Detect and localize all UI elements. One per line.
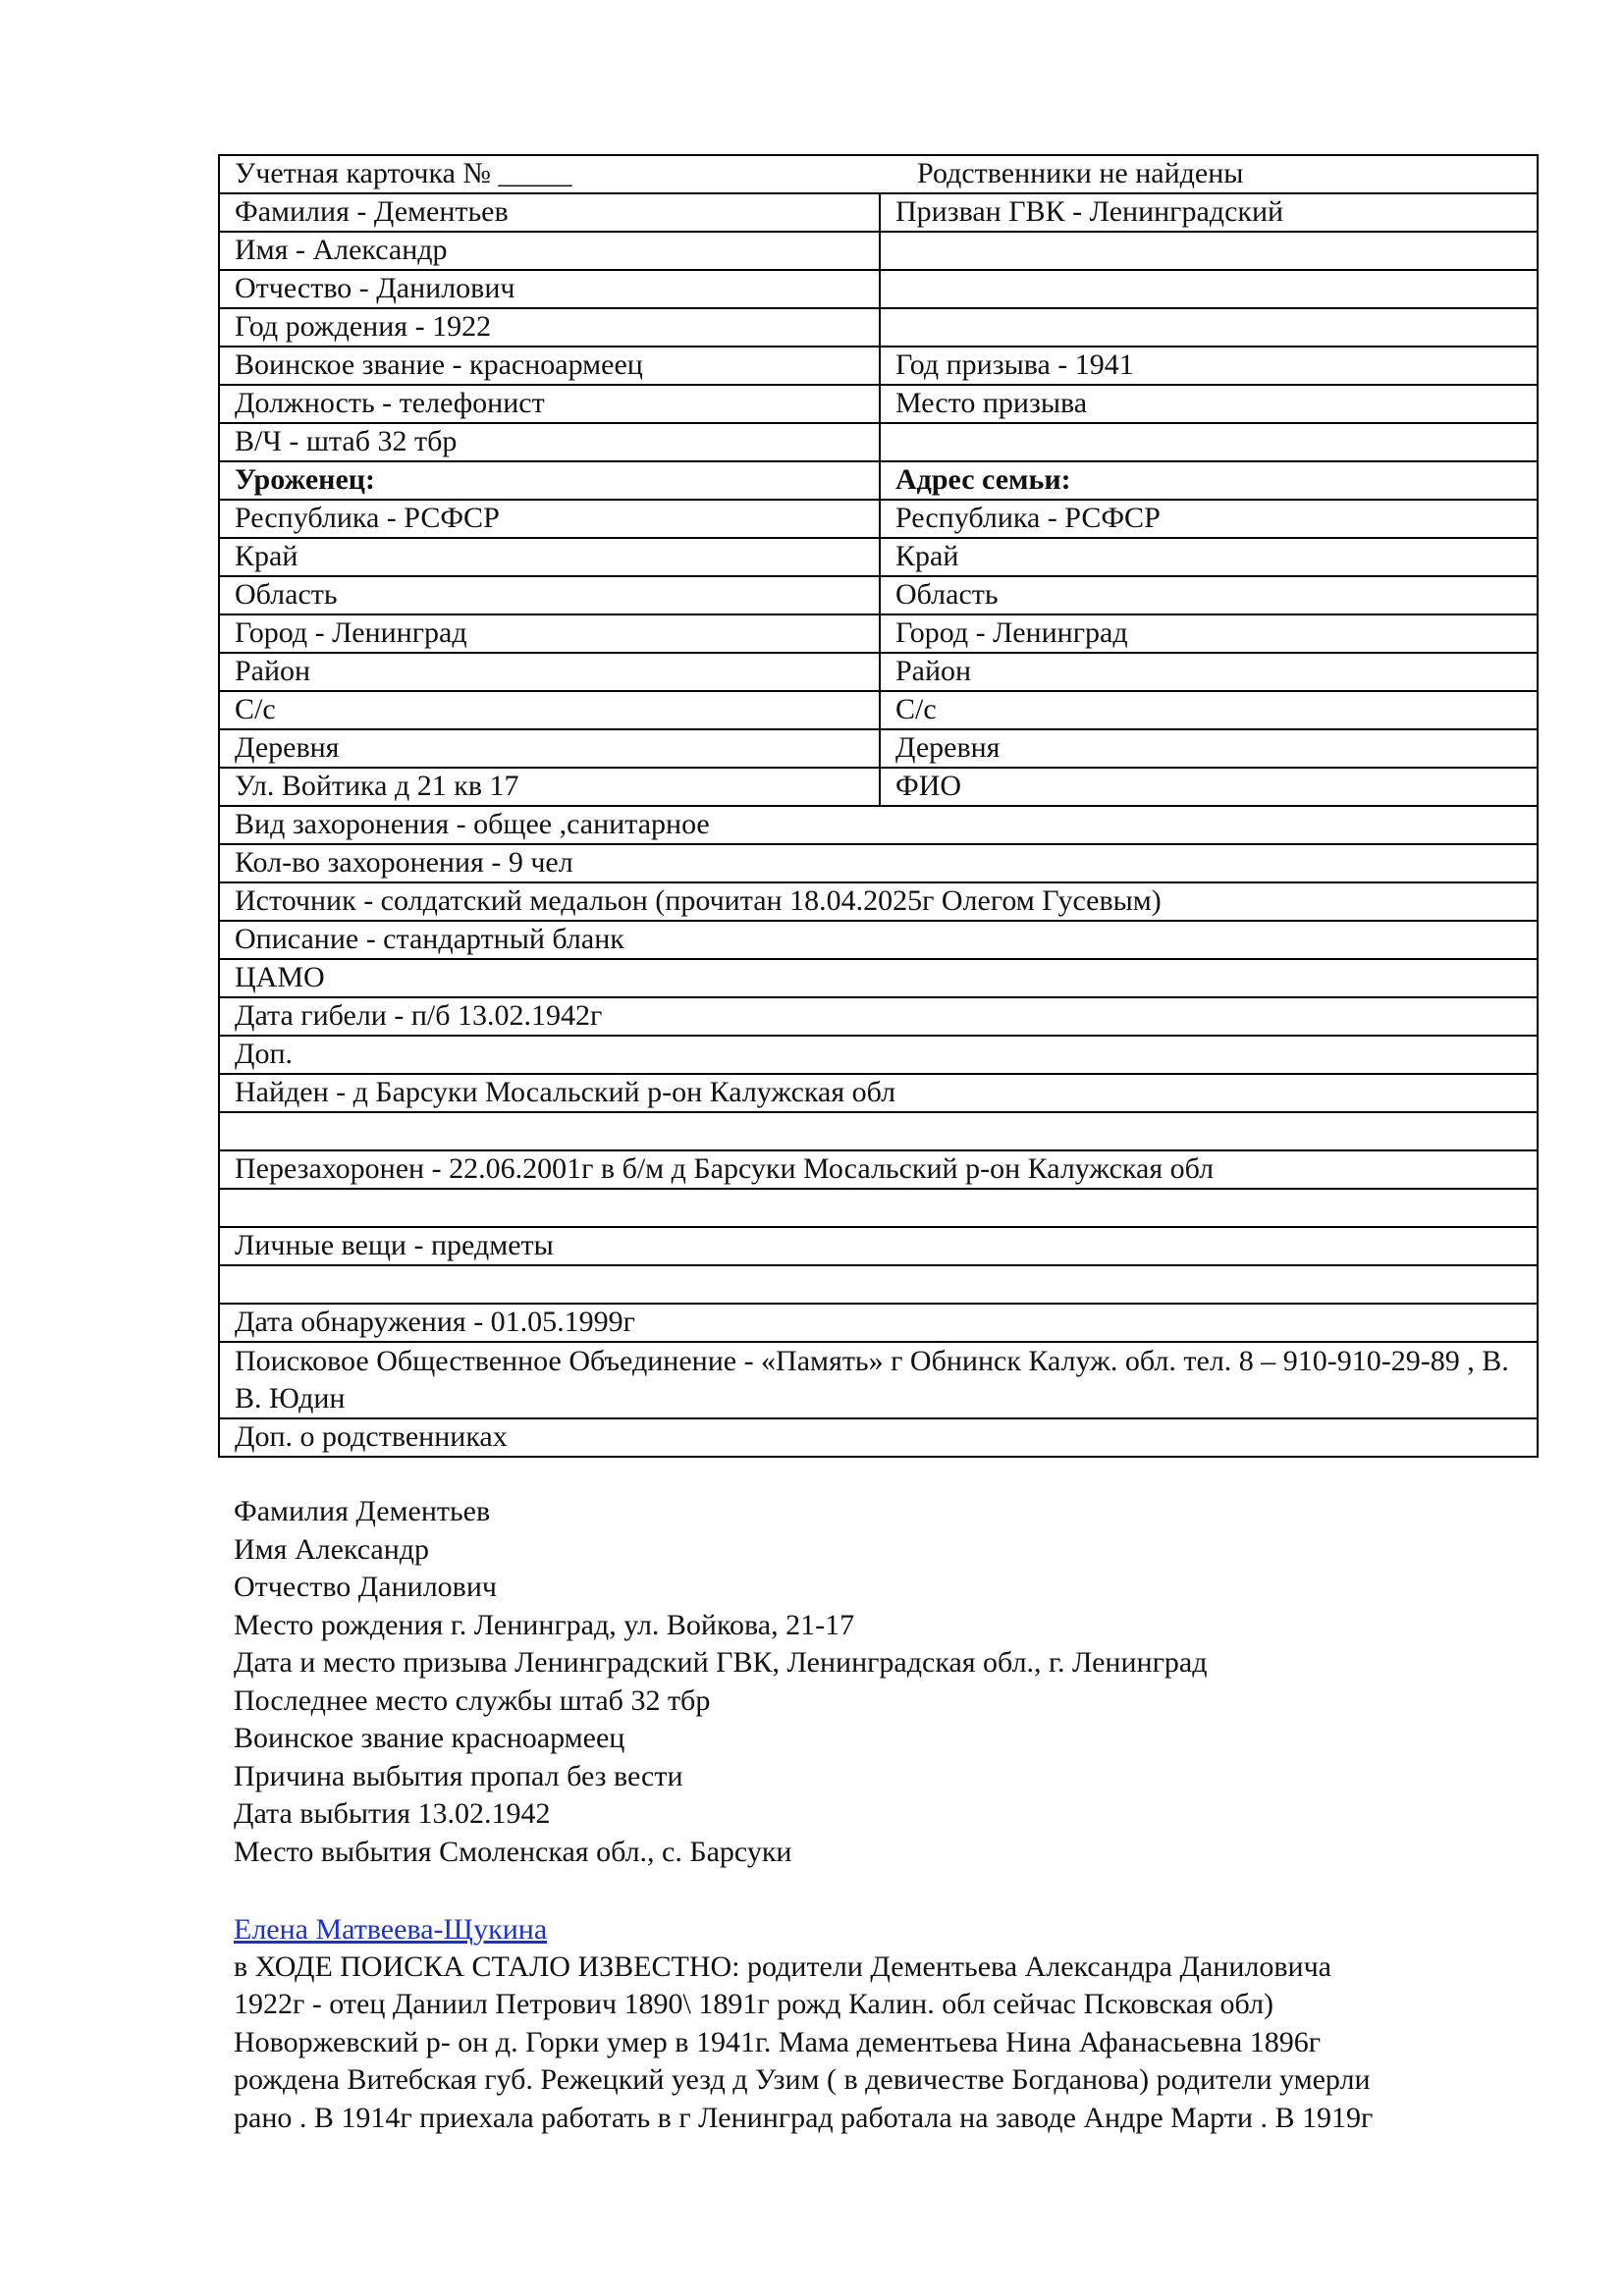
table-cell: Дата гибели - п/б 13.02.1942г — [219, 997, 1538, 1036]
registration-card-table — [218, 154, 1539, 1458]
table-cell: Кол-во захоронения - 9 чел — [219, 844, 1538, 882]
table-cell: Район — [880, 653, 1538, 691]
table-row — [219, 882, 1538, 921]
table-cell: Город - Ленинград — [219, 614, 880, 653]
table-cell: Область — [880, 576, 1538, 614]
table-row — [219, 1227, 1538, 1265]
table-row — [219, 768, 1538, 806]
table-cell: Район — [219, 653, 880, 691]
table-row — [219, 997, 1538, 1036]
table-cell: Отчество - Данилович — [219, 270, 880, 308]
table-cell: Источник - солдатский медальон (прочитан 18.04.2025г Олегом Гусевым) — [219, 882, 1538, 921]
table-row — [219, 461, 1538, 500]
record-line: Дата и место призыва Ленинградский ГВК, Ленинградская обл., г. Ленинград — [234, 1646, 1208, 1679]
record-line: Причина выбытия пропал без вести — [234, 1759, 683, 1792]
table-row — [219, 500, 1538, 538]
table-row — [219, 691, 1538, 729]
record-line: Отчество Данилович — [234, 1571, 497, 1603]
paragraph-line: рано . В 1914г приехала работать в г Ленинград работала на заводе Андре Марти . В 1919г — [234, 2101, 1374, 2134]
table-cell: Вид захоронения - общее ,санитарное — [219, 806, 1538, 844]
table-cell: ФИО — [880, 768, 1538, 806]
table-row — [219, 844, 1538, 882]
section-heading-birthplace: Уроженец: — [219, 461, 880, 500]
table-cell: Личные вещи - предметы — [219, 1227, 1538, 1265]
record-line: Фамилия Дементьев — [234, 1495, 491, 1527]
table-row — [219, 653, 1538, 691]
relatives-status: Родственники не найдены — [917, 157, 1244, 189]
table-cell: Место призыва — [880, 385, 1538, 423]
research-paragraph — [234, 1949, 1540, 2137]
table-row — [219, 1189, 1538, 1227]
record-line: Имя Александр — [234, 1532, 430, 1566]
table-row — [219, 270, 1538, 308]
table-cell: Город - Ленинград — [880, 614, 1538, 653]
record-line: Воинское звание красноармеец — [234, 1722, 625, 1754]
record-line: Последнее место службы штаб 32 тбр — [234, 1683, 711, 1717]
table-cell: Фамилия - Дементьев — [219, 193, 880, 232]
table-cell: Дата обнаружения - 01.05.1999г — [219, 1304, 1538, 1342]
table-cell — [880, 232, 1538, 270]
table-row — [219, 576, 1538, 614]
paragraph-line: Новоржевский р- он д. Горки умер в 1941г. Мама дементьева Нина Афанасьевна 1896г — [234, 2025, 1321, 2058]
table-row — [219, 1150, 1538, 1189]
relatives-record-block — [234, 1493, 1559, 1871]
table-row — [219, 959, 1538, 997]
table-row — [219, 423, 1538, 461]
table-cell: ЦАМО — [219, 959, 1538, 997]
table-cell: Призван ГВК - Ленинградский — [880, 193, 1538, 232]
table-row — [219, 232, 1538, 270]
table-cell: Найден - д Барсуки Мосальский р-он Калужская обл — [219, 1074, 1538, 1112]
table-row — [219, 729, 1538, 768]
table-row — [219, 1112, 1538, 1150]
table-cell: Доп. — [219, 1036, 1538, 1074]
table-row — [219, 1265, 1538, 1304]
author-link[interactable]: Елена Матвеева-Щукина — [234, 1913, 548, 1946]
paragraph-line: 1922г - отец Даниил Петрович 1890\ 1891г рожд Калин. обл сейчас Псковская обл) — [234, 1988, 1274, 2021]
table-row — [219, 1304, 1538, 1342]
table-row — [219, 538, 1538, 576]
paragraph-line: рождена Витебская губ. Режецкий уезд д Узим ( в девичестве Богданова) родители умерли — [234, 2063, 1371, 2097]
table-row — [219, 385, 1538, 423]
table-cell: Республика - РСФСР — [219, 500, 880, 538]
table-cell: Должность - телефонист — [219, 385, 880, 423]
table-row — [219, 308, 1538, 347]
record-line: Место рождения г. Ленинград, ул. Войкова, 21-17 — [234, 1608, 855, 1641]
empty-cell — [219, 1189, 1538, 1227]
table-row — [219, 921, 1538, 959]
table-cell: Год призыва - 1941 — [880, 347, 1538, 385]
section-heading-family-address: Адрес семьи: — [880, 461, 1538, 500]
table-cell: Республика - РСФСР — [880, 500, 1538, 538]
table-cell: Область — [219, 576, 880, 614]
table-cell: Год рождения - 1922 — [219, 308, 880, 347]
table-cell: Доп. о родственниках — [219, 1418, 1538, 1457]
table-cell: Деревня — [219, 729, 880, 768]
table-cell — [880, 423, 1538, 461]
table-cell: Край — [219, 538, 880, 576]
table-cell: Деревня — [880, 729, 1538, 768]
table-row — [219, 614, 1538, 653]
paragraph-line: в ХОДЕ ПОИСКА СТАЛО ИЗВЕСТНО: родители Дементьева Александра Даниловича — [234, 1950, 1331, 1983]
empty-cell — [219, 1265, 1538, 1304]
record-line: Дата выбытия 13.02.1942 — [234, 1797, 551, 1830]
table-row — [219, 347, 1538, 385]
record-line: Место выбытия Смоленская обл., с. Барсуки — [234, 1835, 792, 1868]
table-cell: С/с — [219, 691, 880, 729]
search-organization-cell: Поисковое Общественное Объединение - «Память» г Обнинск Калуж. обл. тел. 8 – 910-910-29-89 , В. В. Юдин — [219, 1342, 1538, 1418]
table-row — [219, 193, 1538, 232]
table-cell: В/Ч - штаб 32 тбр — [219, 423, 880, 461]
card-header-row — [219, 155, 1538, 193]
table-cell: Описание - стандартный бланк — [219, 921, 1538, 959]
empty-cell — [219, 1112, 1538, 1150]
table-cell: Перезахоронен - 22.06.2001г в б/м д Барсуки Мосальский р-он Калужская обл — [219, 1150, 1538, 1189]
card-header-cell — [219, 155, 1538, 193]
table-cell: Край — [880, 538, 1538, 576]
table-row — [219, 806, 1538, 844]
table-cell: С/с — [880, 691, 1538, 729]
table-row — [219, 1074, 1538, 1112]
table-row — [219, 1418, 1538, 1457]
table-row — [219, 1342, 1538, 1418]
table-cell: Имя - Александр — [219, 232, 880, 270]
table-row — [219, 1036, 1538, 1074]
table-cell: Воинское звание - красноармеец — [219, 347, 880, 385]
table-cell: Ул. Войтика д 21 кв 17 — [219, 768, 880, 806]
card-number-label: Учетная карточка № _____ — [235, 157, 572, 189]
table-cell — [880, 270, 1538, 308]
table-cell — [880, 308, 1538, 347]
